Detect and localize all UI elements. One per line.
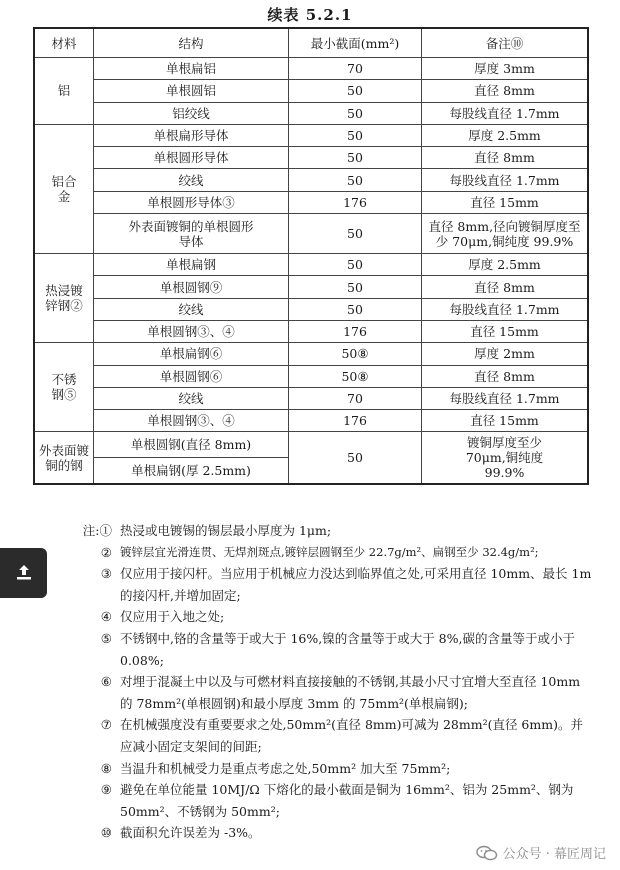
area-cell: 176 <box>289 410 422 432</box>
watermark <box>476 843 606 862</box>
table-row <box>34 276 588 298</box>
note-mark: ③ <box>100 566 112 582</box>
note-cell: 每股线直径 1.7mm <box>422 169 589 191</box>
note-text: 仅应用于入地之处; <box>120 609 225 625</box>
structure-cell: 单根圆钢⑨ <box>94 276 289 298</box>
area-cell: 176 <box>289 320 422 342</box>
structure-cell: 绞线 <box>94 387 289 409</box>
area-cell: 50 <box>289 80 422 102</box>
structure-cell: 单根扁铝 <box>94 58 289 80</box>
area-cell: 50⑧ <box>289 365 422 387</box>
material-spec-table <box>33 27 589 485</box>
list-item <box>62 563 592 606</box>
list-item <box>62 671 592 714</box>
note-cell: 每股线直径 1.7mm <box>422 387 589 409</box>
material-cell: 铝合金 <box>34 124 94 253</box>
structure-cell: 外表面镀铜的单根圆形导体 <box>94 214 289 254</box>
note-cell: 直径 8mm <box>422 147 589 169</box>
list-item <box>62 822 592 844</box>
material-cell: 热浸镀锌钢② <box>34 254 94 343</box>
structure-cell: 绞线 <box>94 169 289 191</box>
material-cell: 外表面镀铜的钢 <box>34 432 94 484</box>
area-cell: 50 <box>289 298 422 320</box>
table-row <box>34 102 588 124</box>
note-text: 不锈钢中,铬的含量等于或大于 16%,镍的含量等于或大于 8%,碳的含量等于或小于 0.08%; <box>120 630 575 668</box>
note-text: 对埋于混凝土中以及与可燃材料直接接触的不锈钢,其最小尺寸宜增大至直径 10mm 的 78mm²(单根圆钢)和最小厚度 3mm 的 75mm²(单根扁钢); <box>120 674 581 711</box>
table-header-row <box>34 28 588 58</box>
material-cell: 不锈钢⑤ <box>34 343 94 432</box>
table-row <box>34 365 588 387</box>
table-row <box>34 169 588 191</box>
note-mark: ① <box>99 523 112 538</box>
wechat-icon <box>476 845 498 861</box>
area-cell: 50 <box>289 432 422 484</box>
note-mark: ⑦ <box>100 717 112 733</box>
table-title: 续表 5.2.1 <box>267 6 353 24</box>
structure-cell: 单根圆钢(直径 8mm) <box>94 432 289 458</box>
table-row <box>34 254 588 276</box>
list-item <box>62 714 592 757</box>
area-cell: 176 <box>289 191 422 213</box>
structure-cell: 单根圆形导体 <box>94 147 289 169</box>
area-cell: 70 <box>289 58 422 80</box>
area-cell: 70 <box>289 387 422 409</box>
table-row <box>34 387 588 409</box>
note-cell: 直径 8mm,径向镀铜厚度至少 70μm,铜纯度 99.9% <box>422 214 589 254</box>
note-cell: 直径 8mm <box>422 80 589 102</box>
list-item <box>62 628 592 671</box>
structure-cell: 单根圆钢③、④ <box>94 320 289 342</box>
note-cell: 直径 8mm <box>422 365 589 387</box>
area-cell: 50 <box>289 124 422 146</box>
list-item <box>62 758 592 780</box>
note-mark: ⑨ <box>100 782 112 798</box>
note-text: 仅应用于接闪杆。当应用于机械应力没达到临界值之处,可采用直径 10mm、最长 1m 的接闪杆,并增加固定; <box>120 566 592 603</box>
note-mark: ④ <box>100 609 112 625</box>
note-cell: 厚度 2.5mm <box>422 254 589 276</box>
table-row <box>34 410 588 432</box>
notes-label: 注: <box>82 523 100 538</box>
table-row <box>34 147 588 169</box>
list-item <box>62 606 592 628</box>
table-row <box>34 432 588 458</box>
table-row <box>34 343 588 365</box>
note-text: 在机械强度没有重要要求之处,50mm²(直径 8mm)可减为 28mm²(直径 6mm)。并应减小固定支架间的间距; <box>120 717 583 754</box>
note-text: 避免在单位能量 10MJ/Ω 下熔化的最小截面是铜为 16mm²、铝为 25mm²、钢为 50mm²、不锈钢为 50mm²; <box>120 782 574 819</box>
table-row <box>34 298 588 320</box>
area-cell: 50 <box>289 254 422 276</box>
area-cell: 50 <box>289 214 422 254</box>
list-item <box>62 779 592 822</box>
note-cell: 直径 15mm <box>422 191 589 213</box>
note-cell: 厚度 2.5mm <box>422 124 589 146</box>
note-mark: ② <box>100 544 112 560</box>
note-cell: 直径 15mm <box>422 410 589 432</box>
note-text: 截面积允许误差为 -3%。 <box>120 825 261 841</box>
structure-cell: 绞线 <box>94 298 289 320</box>
area-cell: 50 <box>289 169 422 191</box>
structure-cell: 单根扁钢⑥ <box>94 343 289 365</box>
table-row <box>34 191 588 213</box>
note-mark: ⑥ <box>100 674 112 690</box>
notes-section <box>62 520 592 844</box>
share-upload-icon <box>13 562 35 584</box>
note-cell: 每股线直径 1.7mm <box>422 102 589 124</box>
note-cell: 直径 15mm <box>422 320 589 342</box>
note-cell: 每股线直径 1.7mm <box>422 298 589 320</box>
structure-cell: 单根圆钢⑥ <box>94 365 289 387</box>
area-cell: 50⑧ <box>289 343 422 365</box>
note-text: 当温升和机械受力是重点考虑之处,50mm² 加大至 75mm²; <box>120 760 451 776</box>
note-mark: ⑩ <box>100 825 112 841</box>
table-row <box>34 124 588 146</box>
note-text: 热浸或电镀锡的锡层最小厚度为 1μm; <box>120 523 332 538</box>
structure-cell: 单根圆形导体③ <box>94 191 289 213</box>
area-cell: 50 <box>289 276 422 298</box>
header-structure: 结构 <box>94 28 289 58</box>
header-area: 最小截面(mm²) <box>289 28 422 58</box>
header-note: 备注⑩ <box>422 28 589 58</box>
table-row <box>34 80 588 102</box>
note-cell: 厚度 2mm <box>422 343 589 365</box>
header-material: 材料 <box>34 28 94 58</box>
note-cell: 镀铜厚度至少 70μm,铜纯度 99.9% <box>422 432 589 484</box>
table-row <box>34 320 588 342</box>
structure-cell: 单根圆钢③、④ <box>94 410 289 432</box>
structure-cell: 铝绞线 <box>94 102 289 124</box>
share-button[interactable] <box>0 548 47 598</box>
structure-cell: 单根扁钢(厚 2.5mm) <box>94 458 289 484</box>
material-cell: 铝 <box>34 58 94 125</box>
table-row <box>34 214 588 254</box>
table-row <box>34 58 588 80</box>
note-mark: ⑧ <box>100 760 112 776</box>
list-item <box>62 520 592 542</box>
note-text: 镀锌层宜光滑连贯、无焊剂斑点,镀锌层圆钢至少 22.7g/m²、扁钢至少 32.4g/m²; <box>120 544 539 559</box>
watermark-text: 公众号 · 幕匠周记 <box>502 847 606 862</box>
note-cell: 厚度 3mm <box>422 58 589 80</box>
area-cell: 50 <box>289 147 422 169</box>
note-cell: 直径 8mm <box>422 276 589 298</box>
structure-cell: 单根扁钢 <box>94 254 289 276</box>
area-cell: 50 <box>289 102 422 124</box>
note-mark: ⑤ <box>100 630 112 646</box>
structure-cell: 单根扁形导体 <box>94 124 289 146</box>
list-item <box>62 542 592 564</box>
structure-cell: 单根圆铝 <box>94 80 289 102</box>
